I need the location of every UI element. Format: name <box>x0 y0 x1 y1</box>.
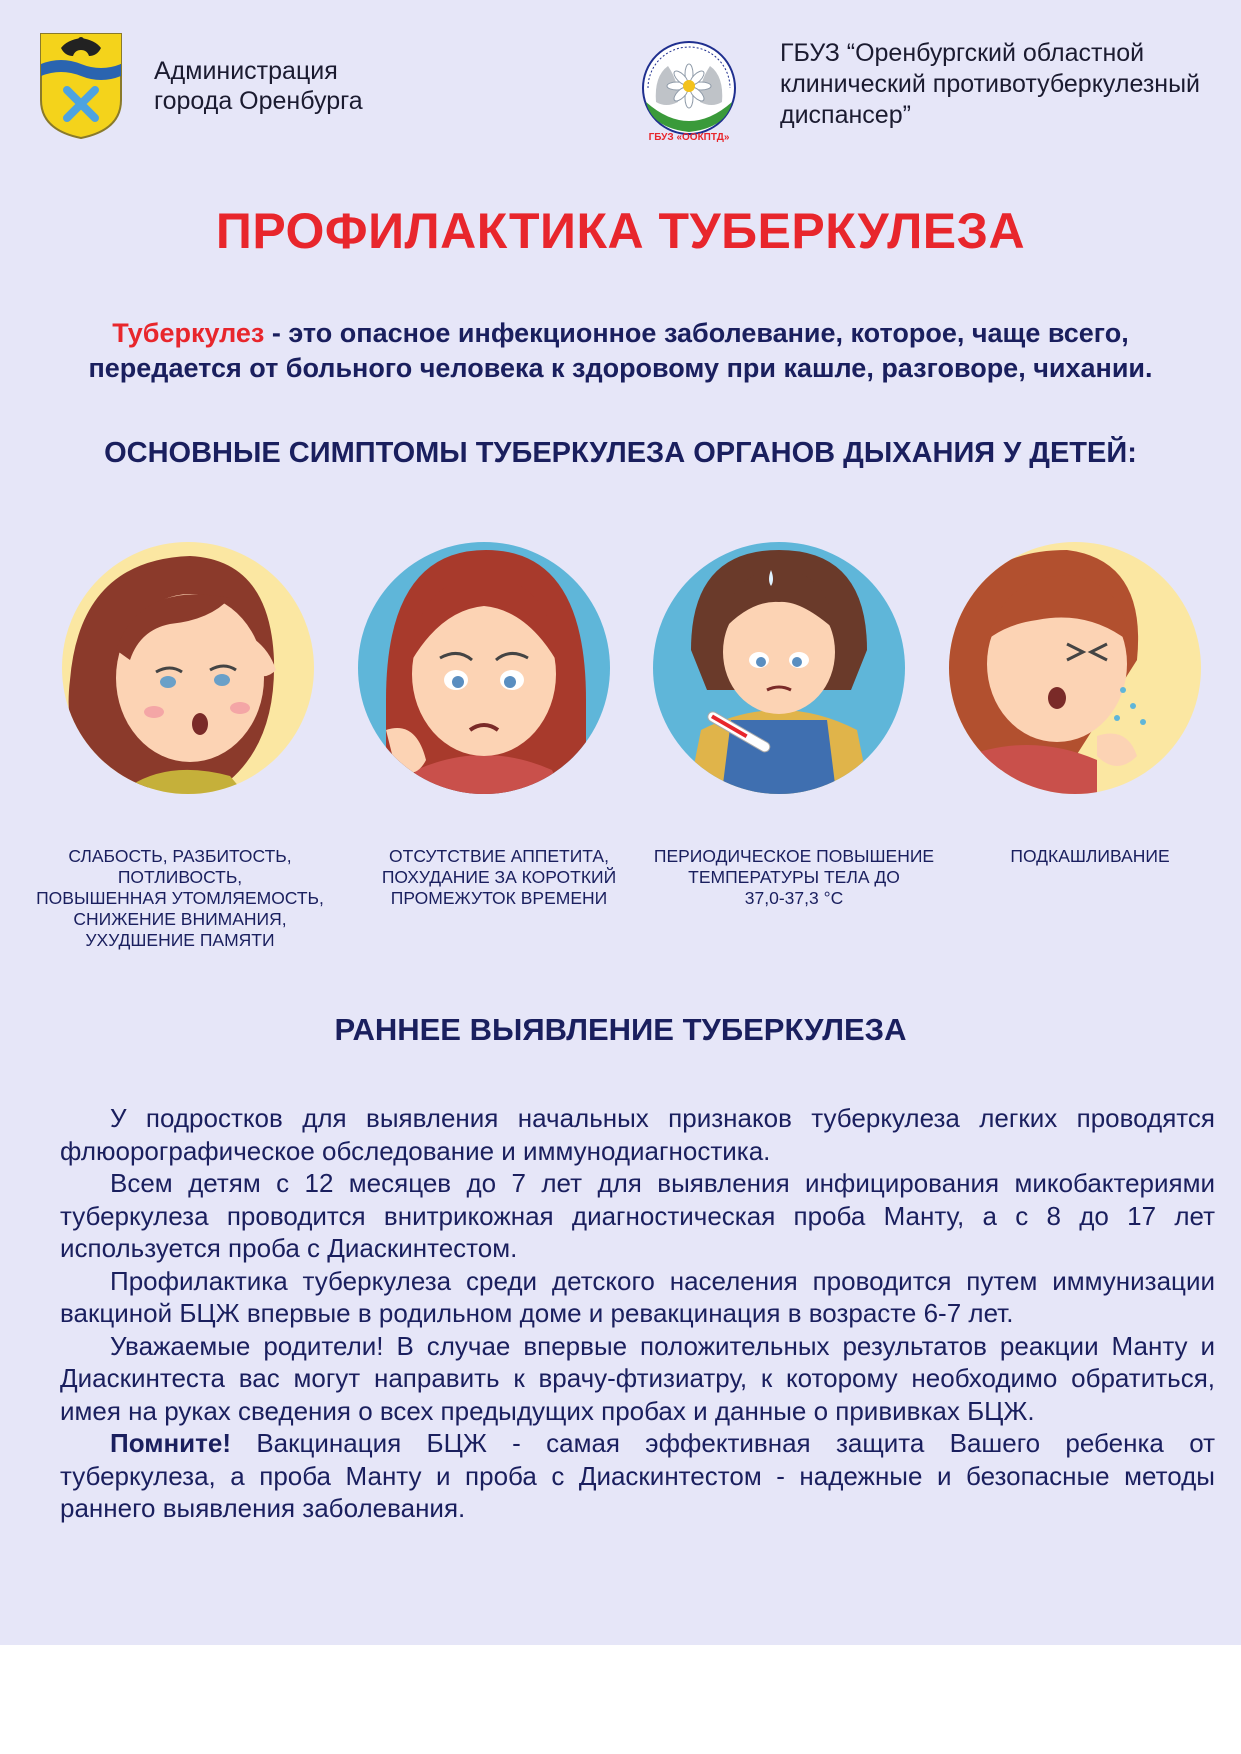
intro-text <box>40 316 1201 386</box>
early-detection-text <box>60 1102 1215 1525</box>
symptom-caption-3: ПЕРИОДИЧЕСКОЕ ПОВЫШЕНИЕ ТЕМПЕРАТУРЫ ТЕЛА ДО 37,0-37,3 °С <box>653 846 935 908</box>
admin-line-2: города Оренбурга <box>154 87 363 115</box>
intro-line-1: - это опасное инфекционное заболевание, которое, чаще всего, <box>264 318 1129 348</box>
symptom-caption-2: ОТСУТСТВИЕ АППЕТИТА, ПОХУДАНИЕ ЗА КОРОТКИЙ ПРОМЕЖУТОК ВРЕМЕНИ <box>381 846 617 908</box>
org-line-3: диспансер” <box>780 101 911 129</box>
symptom-caption-1: СЛАБОСТЬ, РАЗБИТОСТЬ, ПОТЛИВОСТЬ, ПОВЫШЕННАЯ УТОМЛЯЕМОСТЬ, СНИЖЕНИЕ ВНИМАНИЯ, УХУДШЕНИЕ ПАМЯТИ <box>36 846 324 950</box>
page-title: ПРОФИЛАКТИКА ТУБЕРКУЛЕЗА <box>215 203 1026 259</box>
org-line-2: клинический противотуберкулезный <box>780 70 1201 98</box>
tired-girl-icon <box>60 540 316 796</box>
organization-name <box>780 38 1230 131</box>
paragraph-5-text: Вакцинация БЦЖ - самая эффективная защита Вашего ребенка от туберкулеза, а проба Манту и проба с Диаскинтестом - надежные и безопасные методы раннего выявления заболевания. <box>60 1428 1215 1523</box>
paragraph-4: Уважаемые родители! В случае впервые положительных результатов реакции Манту и Диаскинтеста вас могут направить к врачу-фтизиатру, к которому необходимо обратиться, имея на руках сведения о всех предыдущих пробах и данные о прививках БЦЖ. <box>60 1330 1215 1426</box>
org-logo-text: ГБУЗ «ООКПТД» <box>648 132 730 143</box>
coughing-girl-icon <box>947 540 1203 796</box>
paragraph-1: У подростков для выявления начальных признаков туберкулеза легких проводятся флюорографическое обследование и иммунодиагностика. <box>60 1103 1215 1166</box>
symptoms-heading: ОСНОВНЫЕ СИМПТОМЫ ТУБЕРКУЛЕЗА ОРГАНОВ ДЫХАНИЯ У ДЕТЕЙ: <box>104 437 1137 469</box>
intro-term: Туберкулез <box>112 318 265 348</box>
coat-of-arms-icon <box>37 30 125 140</box>
administration-name <box>154 56 363 116</box>
early-detection-heading: РАННЕЕ ВЫЯВЛЕНИЕ ТУБЕРКУЛЕЗА <box>334 1012 907 1047</box>
remember-label: Помните! <box>110 1428 231 1458</box>
sad-girl-icon <box>356 540 612 796</box>
intro-line-2: передается от больного человека к здоровому при кашле, разговоре, чихании. <box>88 353 1153 383</box>
paragraph-5 <box>60 1427 1215 1525</box>
girl-thermometer-icon <box>651 540 907 796</box>
symptom-caption-4: ПОДКАШЛИВАНИЕ <box>1010 846 1170 866</box>
paragraph-3: Профилактика туберкулеза среди детского населения проводится путем иммунизации вакциной БЦЖ впервые в родильном доме и ревакцинация в возрасте 6-7 лет. <box>60 1265 1215 1328</box>
org-line-1: ГБУЗ “Оренбургский областной <box>780 39 1145 67</box>
paragraph-2: Всем детям с 12 месяцев до 7 лет для выявления инфицирования микобактериями туберкулеза проводится внитрикожная диагностическая проба Манту, а с 8 до 17 лет используется проба с Диаскинтестом. <box>60 1168 1215 1263</box>
lungs-flower-logo-icon <box>630 36 748 144</box>
admin-line-1: Администрация <box>154 57 338 85</box>
